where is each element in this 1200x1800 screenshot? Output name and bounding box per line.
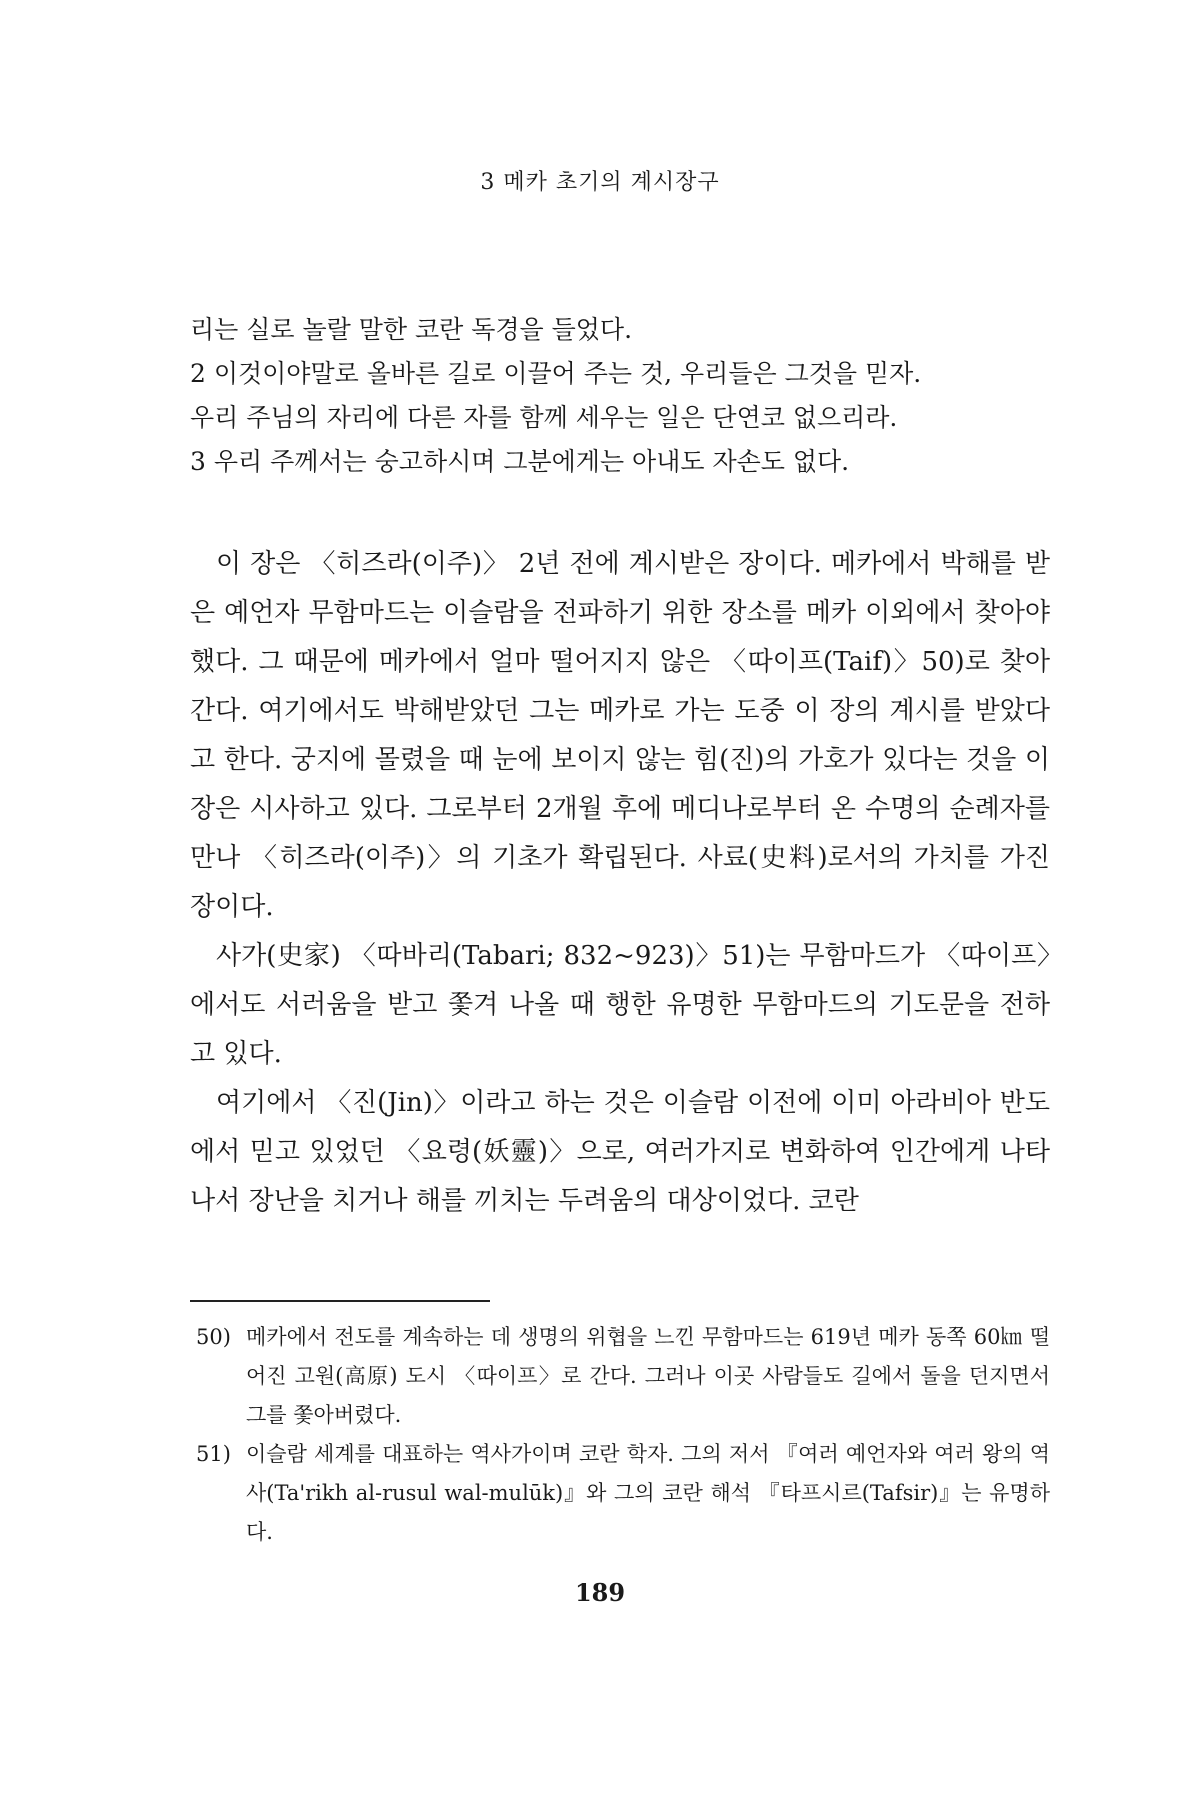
- verse-line: 2 이것이야말로 올바른 길로 이끌어 주는 것, 우리들은 그것을 믿자.: [190, 359, 922, 388]
- running-head: 3 메카 초기의 계시장구: [480, 170, 720, 195]
- footnote-number: 51): [196, 1442, 231, 1466]
- body-paragraph: 이 장은 〈히즈라(이주)〉 2년 전에 계시받은 장이다. 메카에서 박해를 받은 예언자 무함마드는 이슬람을 전파하기 위한 장소를 메카 이외에서 찾아야 했다. 그 때문에 메카에서 얼마 떨어지지 않은 〈따이프(Taif)〉50)로 찾아간다. 여기에서도 박해받았던 그는 메카로 가는 도중 이 장의 계시를 받았다고 한다. 궁지에 몰렸을 때 눈에 보이지 않는 힘(진)의 가호가 있다는 것을 이 장은 시사하고 있다. 그로부터 2개월 후에 메디나로부터 온 수명의 순례자를 만나 〈히즈라(이주)〉의 기초가 확립된다. 사료(史料)로서의 가치를 가진 장이다.: [190, 549, 1050, 922]
- footnote-text: 이슬람 세계를 대표하는 역사가이며 코란 학자. 그의 저서 『여러 예언자와 여러 왕의 역사(Ta'rikh al-rusul wal-mulūk)』와 그의 코란 해석 『타프시르(Tafsir)』는 유명하다.: [246, 1442, 1050, 1544]
- footnote: [190, 1318, 1050, 1435]
- footnote-text: 메카에서 전도를 계속하는 데 생명의 위협을 느낀 무함마드는 619년 메카 동쪽 60㎞ 떨어진 고원(高原) 도시 〈따이프〉로 간다. 그러나 이곳 사람들도 길에서 돌을 던지면서 그를 쫓아버렸다.: [246, 1325, 1050, 1427]
- verse-line: 3 우리 주께서는 숭고하시며 그분에게는 아내도 자손도 없다.: [190, 447, 850, 476]
- page-number: 189: [574, 1578, 626, 1607]
- verse-line: 리는 실로 놀랄 말한 코란 독경을 들었다.: [190, 315, 633, 344]
- footnotes: [190, 1318, 1050, 1552]
- body-paragraph: 여기에서 〈진(Jin)〉이라고 하는 것은 이슬람 이전에 이미 아라비아 반도에서 믿고 있었던 〈요령(妖靈)〉으로, 여러가지로 변화하여 인간에게 나타나서 장난을 치거나 해를 끼치는 두려움의 대상이었다. 코란: [190, 1088, 1050, 1216]
- verse-line: 우리 주님의 자리에 다른 자를 함께 세우는 일은 단연코 없으리라.: [190, 403, 898, 432]
- verse-block: [190, 308, 1050, 484]
- footnote: [190, 1435, 1050, 1552]
- body-paragraph: 사가(史家) 〈따바리(Tabari; 832~923)〉51)는 무함마드가 〈따이프〉에서도 서러움을 받고 쫓겨 나올 때 행한 유명한 무함마드의 기도문을 전하고 있다.: [190, 941, 1050, 1069]
- body-text: [190, 540, 1050, 1226]
- footnote-number: 50): [196, 1325, 231, 1349]
- footnote-divider: [190, 1300, 490, 1302]
